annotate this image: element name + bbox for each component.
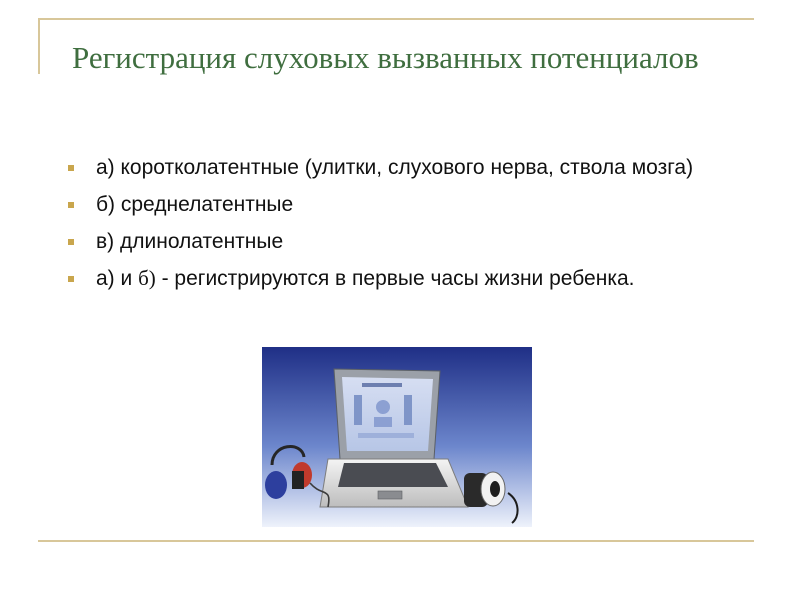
- bullet-text: б) среднелатентные: [96, 193, 294, 216]
- bullet-marker-icon: [68, 202, 74, 208]
- bullet-item: [68, 264, 730, 293]
- bullet-list: [68, 153, 730, 301]
- bullet-marker-icon: [68, 165, 74, 171]
- bullet-item: [68, 153, 730, 182]
- laptop-with-headphones-photo: [262, 347, 532, 527]
- bullet-marker-icon: [68, 276, 74, 282]
- bullet-item: [68, 227, 730, 256]
- slide-title: Регистрация слуховых вызванных потенциалов: [72, 40, 699, 75]
- bullet-item: [68, 190, 730, 219]
- decorative-bottom-line: [38, 540, 754, 542]
- decorative-left-line: [38, 18, 40, 74]
- bullet-text: в) длинолатентные: [96, 230, 284, 253]
- bullet-text: [96, 264, 730, 293]
- bullet-text-suffix: - регистрируются в первые часы жизни ребенка.: [155, 267, 635, 290]
- bullet-text-serif: б): [138, 266, 156, 290]
- decorative-top-line: [38, 18, 754, 20]
- bullet-text-prefix: а) и: [96, 267, 139, 290]
- bullet-text: а) коротколатентные (улитки, слухового нерва, ствола мозга): [96, 156, 694, 179]
- bullet-marker-icon: [68, 239, 74, 245]
